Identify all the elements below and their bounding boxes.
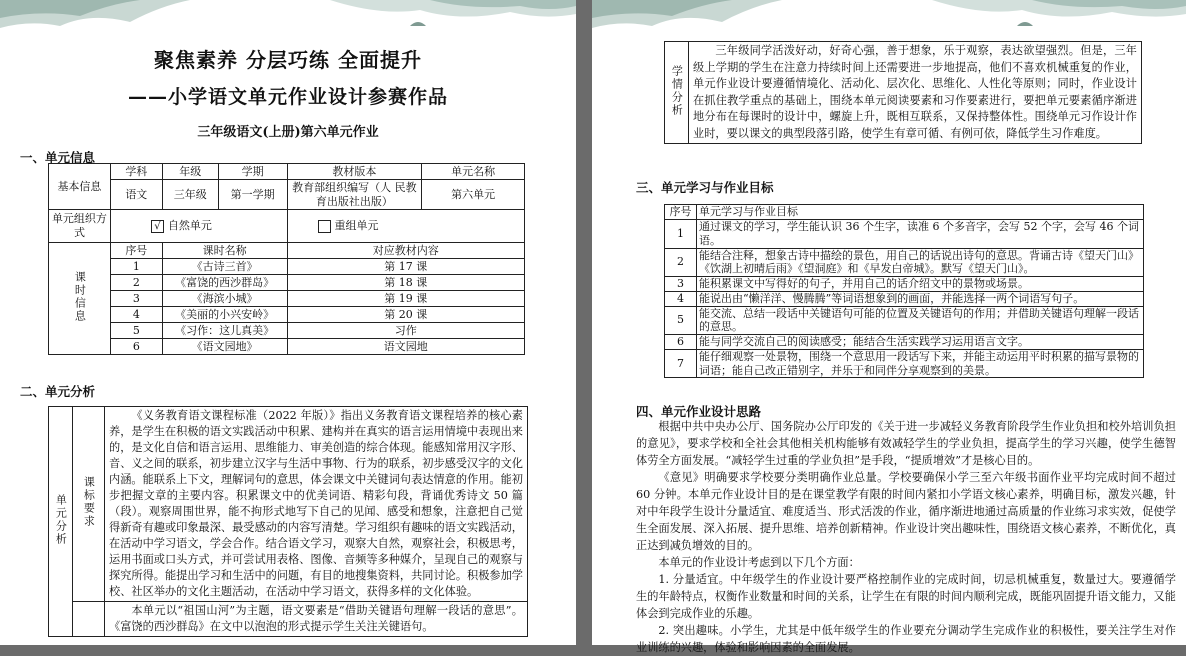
table-row: 5 能交流、总结一段话中关键语句可能的位置及关键语句的作用；并借助关键语句理解一段话的意思。: [665, 306, 1144, 335]
table-row: 1 《古诗三首》 第 17 课: [49, 259, 525, 275]
value-cell: 第六单元: [422, 180, 525, 210]
curriculum-label: 课标要求: [73, 407, 105, 602]
design-body: [636, 418, 1176, 656]
paragraph: 《意见》明确要求学校要分类明确作业总量。学校要确保小学三至六年级书面作业平均完成时间不超过 60 分钟。本单元作业设计目的是在课堂教学有限的时间内紧扣小学语文核心素养，明确目标，激发兴趣，针对中年段学生设计分量适宜、难度适当、形式活泼的作业，循序渐进地通过高质量的作业练习求实效，促使学生全面发展、深入拓展、提升思维、培养创新精神。作业设计突出趣味性，围绕语文核心素养，不断优化，真正达到减负增效的目的。: [636, 471, 1176, 552]
header-cell: 序号: [110, 243, 162, 259]
curriculum-text: 《义务教育语文课程标准（2022 年版）》指出义务教育语文课程培养的核心素养，是学生在积极的语文实践活动中积累、建构并在真实的语言运用情境中表现出来的，是文化自信和语言运用、思维能力、审美创造的综合体现。能感知常用汉字形、音、义之间的联系，初步建立汉字与生活中事物、行为的联系，初步感受汉字的文化内涵。能联系上下文，理解词句的意思，体会课文中关键词句表达情意的作用。能初步把握文章的主要内容。积累课文中的优美词语、精彩句段，背诵优秀诗文 50 篇（段）。观察周围世界，能不拘形式地写下自己的见闻、感受和想象，注意把自己觉得新奇有趣或印象最深、最受感动的内容写清楚。学习组织有趣味的语文实践活动，在活动中学习语文，学会合作。结合语文学习，观察大自然，观察社会，积极思考，运用书面或口头方式，并可尝试用表格、图像、音频等多种媒介，呈现自己的观察与探究所得。能提出学习和生活中的问题，有目的地搜集资料，共同讨论。积极参加学校、社区举办的文化主题活动，在活动中学习语文，获得多样的文化体验。: [105, 407, 528, 602]
value-cell: 语文: [110, 180, 162, 210]
basic-info-label: 基本信息: [49, 164, 111, 210]
table-row: 4 《美丽的小兴安岭》 第 20 课: [49, 307, 525, 323]
header-cell: 年级: [162, 164, 218, 180]
student-analysis-table: [664, 41, 1142, 144]
student-analysis-text: 三年级同学活泼好动，好奇心强，善于想象，乐于观察，表达欲望强烈。但是，三年级上学期的学生在注意力持续时间上还需要进一步地提高，他们不喜欢机械重复的作业，单元作业设计要遵循情境化、活动化、层次化、思维化、人性化等原则；同时，作业设计在抓住教学重点的基础上，围绕本单元阅读要素和习作要素进行，要把单元要素循序渐进地分布在每课时的设计中，螺旋上升，既相互联系，又保持整体性。围绕单元习作设计作业时，要以课文的典型段落引路，使学生有章可循、有例可依，降低学生习作难度。: [689, 42, 1142, 144]
paragraph: 本单元的作业设计考虑到以下几个方面：: [658, 556, 860, 569]
org-label: 单元组织方式: [49, 210, 111, 243]
section-heading-design: 四、单元作业设计思路: [636, 404, 762, 419]
table-row: 3 能积累课文中写得好的句子，并用自己的话介绍文中的景物或场景。: [665, 277, 1144, 292]
unit-info-table: [48, 163, 525, 355]
landscape-decoration: [592, 0, 1186, 40]
table-row: 2 《富饶的西沙群岛》 第 18 课: [49, 275, 525, 291]
header-cell: 单元学习与作业目标: [697, 205, 1144, 220]
value-cell: 三年级: [162, 180, 218, 210]
header-cell: 序号: [665, 205, 697, 220]
header-cell: 课时名称: [162, 243, 287, 259]
document-subtitle: ——小学语文单元作业设计参赛作品: [127, 86, 448, 108]
table-row: 6 《语文园地》 语文园地: [49, 339, 525, 355]
table-row: 6 能与同学交流自己的阅读感受；能结合生活实践学习运用语言文字。: [665, 335, 1144, 350]
header-cell: 学期: [218, 164, 287, 180]
unit-heading: 三年级语文(上册)第六单元作业: [197, 125, 379, 140]
document-page-right[interactable]: [592, 0, 1186, 654]
section-heading-goals: 三、单元学习与作业目标: [636, 180, 774, 195]
header-cell: 教材版本: [287, 164, 422, 180]
student-analysis-label: 学情分析: [665, 42, 689, 144]
value-cell: 第一学期: [218, 180, 287, 210]
lesson-info-label: 课时信息: [49, 243, 111, 355]
paragraph: 1. 分量适宜。中年级学生的作业设计要严格控制作业的完成时间，切忌机械重复，数量过大。要遵循学生的年龄特点，权衡作业数量和时间的关系，让学生在有限的时间内顺利完成，既能巩固提升语文能力，又能体会到完成作业的乐趣。: [636, 573, 1176, 620]
unit-analysis-table: [48, 406, 528, 637]
section-heading-unit-info: 一、单元信息: [20, 150, 96, 165]
section-heading-analysis: 二、单元分析: [20, 384, 96, 399]
document-title: 聚焦素养 分层巧练 全面提升: [154, 48, 422, 72]
paragraph: 2. 突出趣味。小学生，尤其是中低年级学生的作业要充分调动学生完成作业的积极性，要关注学生对作业训练的兴趣，体验和影响因素的全面发展。: [636, 624, 1176, 654]
empty-box-icon: [318, 220, 331, 233]
table-row: 1 通过课文的学习，学生能认识 36 个生字，读准 6 个多音字，会写 52 个字，会写 46 个词语。: [665, 220, 1144, 249]
table-row: 7 能仔细观察一处景物，围绕一个意思用一段话写下来，并能主动运用平时积累的描写景物的词语；能自己改正错别字，并乐于和同伴分享观察到的美景。: [665, 349, 1144, 378]
org-option-natural: √ 自然单元: [110, 210, 287, 243]
document-page-left[interactable]: [0, 0, 576, 645]
header-cell: 学科: [110, 164, 162, 180]
table-row: 2 能结合注释，想象古诗中描绘的景色，用自己的话说出诗句的意思。背诵古诗《望天门山》《饮湖上初晴后雨》《望洞庭》和《早发白帝城》。默写《望天门山》。: [665, 248, 1144, 277]
goals-table: [664, 204, 1144, 378]
checked-box-icon: √: [151, 220, 164, 233]
header-cell: 单元名称: [422, 164, 525, 180]
table-row: 5 《习作：这儿真美》 习作: [49, 323, 525, 339]
value-cell: 教育部组织编写（人 民教育出版社出版）: [287, 180, 422, 210]
table-row: 3 《海滨小城》 第 19 课: [49, 291, 525, 307]
landscape-decoration: [0, 0, 576, 40]
header-cell: 对应教材内容: [287, 243, 524, 259]
content-analysis-text: 本单元以“祖国山河”为主题，语文要素是“借助关键语句理解一段话的意思”。《富饶的西沙群岛》在文中以泡泡的形式提示学生关注关键语句。: [105, 602, 528, 637]
analysis-outer-label: 单元分析: [49, 407, 73, 637]
paragraph: 根据中共中央办公厅、国务院办公厅印发的《关于进一步减轻义务教育阶段学生作业负担和校外培训负担的意见》，要求学校和全社会其他相关机构能够有效减轻学生的学业负担，提高学生的学习兴趣，使学生德智体劳全方面发展。“减轻学生过重的学业负担”是手段，“提质增效”才是核心目的。: [636, 420, 1176, 467]
org-option-regroup: 重组单元: [287, 210, 524, 243]
table-row: 4 能说出由“懒洋洋、慢腾腾”等词语想象到的画面，并能选择一两个词语写句子。: [665, 291, 1144, 306]
